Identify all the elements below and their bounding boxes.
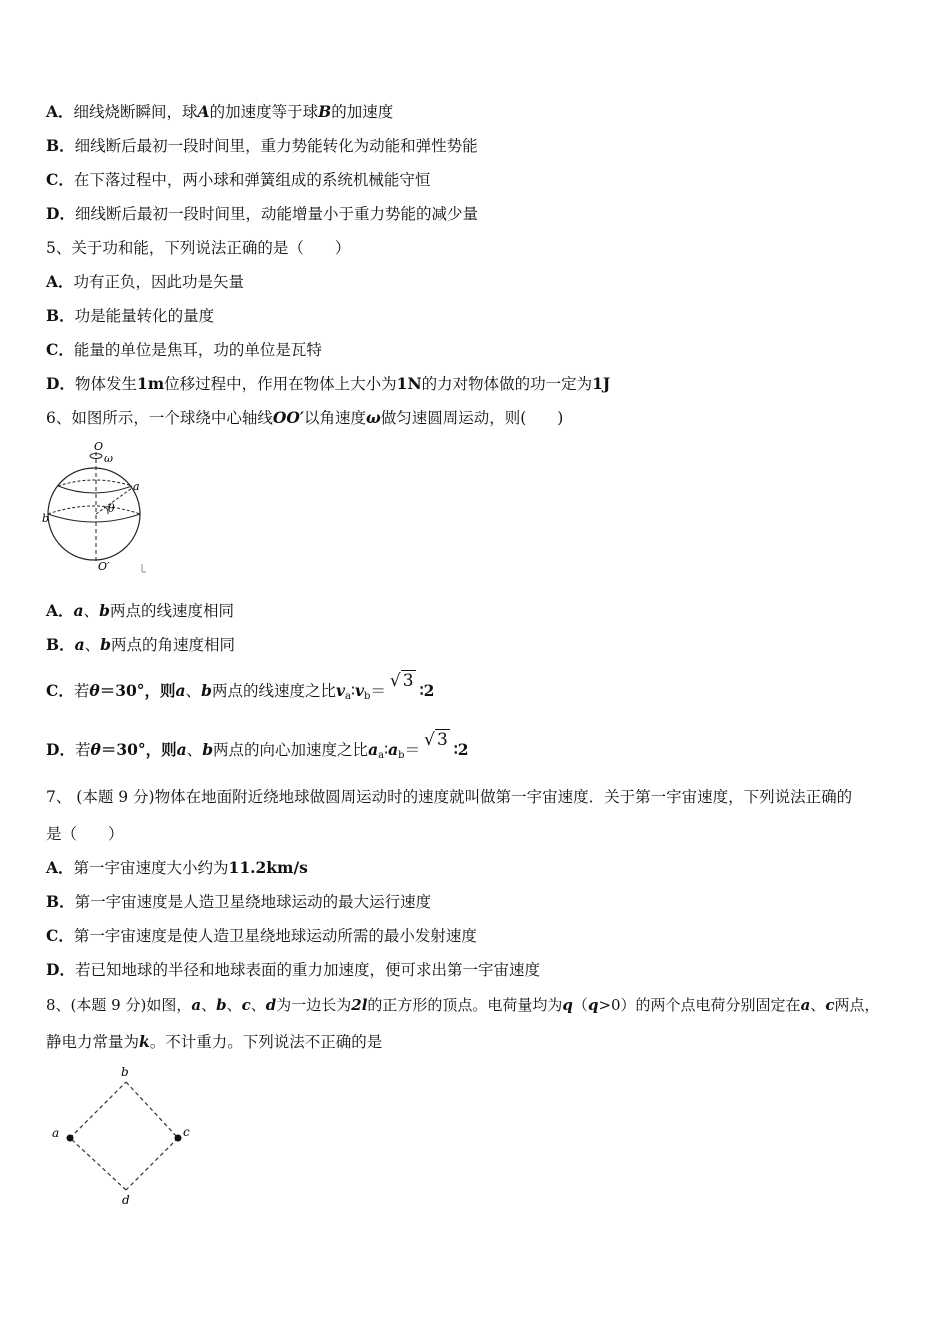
sqrt-symbol: √ 3 bbox=[424, 730, 448, 750]
q6-option-a: A．a、b两点的线速度相同 bbox=[46, 601, 234, 620]
vertex-label-b: b bbox=[121, 1065, 129, 1079]
equator-back bbox=[48, 506, 140, 514]
q5-option-d: D．物体发生1m位移过程中，作用在物体上大小为1N的力对物体做的功一定为1J bbox=[46, 374, 611, 393]
q7-stem-line2: 是（ ） bbox=[46, 825, 124, 843]
square-side-ab bbox=[70, 1082, 126, 1138]
figure-label-theta: θ bbox=[108, 502, 115, 515]
sphere-outline bbox=[48, 468, 140, 560]
sqrt-symbol: √ 3 bbox=[389, 671, 414, 691]
sphere-rotation-figure bbox=[42, 438, 152, 578]
charge-a-dot bbox=[67, 1135, 74, 1142]
q6-stem: 6、如图所示，一个球绕中心轴线OO′以角速度ω做匀速圆周运动，则( ) bbox=[46, 408, 564, 427]
q6-option-d: D．若θ＝30°，则a、b两点的向心加速度之比$a_a∶a_b=$ √ 3 ∶2 bbox=[46, 730, 469, 761]
q5-option-b: B．功是能量转化的量度 bbox=[46, 306, 215, 325]
q5-option-c: C．能量的单位是焦耳，功的单位是瓦特 bbox=[46, 340, 322, 359]
figure-label-o-prime: O′ bbox=[98, 560, 110, 573]
vertex-label-c: c bbox=[183, 1125, 190, 1139]
q4-option-a: A．细线烧断瞬间，球A的加速度等于球B的加速度 bbox=[46, 102, 394, 121]
q6-option-b: B．a、b两点的角速度相同 bbox=[46, 635, 236, 654]
square-side-cd bbox=[126, 1138, 178, 1190]
q6-option-c: C．若θ＝30°，则a、b两点的线速度之比$v_a∶v_b=$ √ 3 ∶2 bbox=[46, 671, 435, 702]
q7-stem-line1: 7、 (本题 9 分)物体在地面附近绕地球做圆周运动时的速度就叫做第一宇宙速度．关于第一宇宙速度，下列说法正确的 bbox=[46, 788, 853, 806]
latitude-back bbox=[58, 480, 132, 486]
figure-label-o: O bbox=[94, 440, 104, 453]
latitude-front bbox=[58, 486, 132, 493]
q5-option-a: A．功有正负，因此功是矢量 bbox=[46, 272, 245, 291]
q8-stem-line2: 静电力常量为k。不计重力。下列说法不正确的是 bbox=[46, 1032, 383, 1051]
figure-label-a: a bbox=[133, 480, 140, 493]
q5-stem: 5、关于功和能，下列说法正确的是（ ） bbox=[46, 239, 351, 257]
q7-option-d: D．若已知地球的半径和地球表面的重力加速度，便可求出第一宇宙速度 bbox=[46, 960, 540, 979]
q4-option-b: B．细线断后最初一段时间里，重力势能转化为动能和弹性势能 bbox=[46, 136, 478, 155]
q4-option-d: D．细线断后最初一段时间里，动能增量小于重力势能的减少量 bbox=[46, 204, 478, 223]
q7-option-a: A．第一宇宙速度大小约为11.2km/s bbox=[46, 858, 308, 877]
equator-front bbox=[48, 514, 140, 522]
figure-label-b: b bbox=[42, 512, 50, 525]
q4-option-c: C．在下落过程中，两小球和弹簧组成的系统机械能守恒 bbox=[46, 170, 431, 189]
square-charges-figure bbox=[48, 1062, 198, 1212]
charge-c-dot bbox=[175, 1135, 182, 1142]
q7-option-b: B．第一宇宙速度是人造卫星绕地球运动的最大运行速度 bbox=[46, 892, 432, 911]
square-side-bc bbox=[126, 1082, 178, 1138]
q8-stem-line1: 8、(本题 9 分)如图，a、b、c、d为一边长为2l的正方形的顶点。电荷量均为q（q>0）的两个点电荷分别固定在a、c两点， bbox=[46, 996, 880, 1014]
square-side-da bbox=[70, 1138, 126, 1190]
figure-label-omega: ω bbox=[104, 452, 113, 465]
vertex-label-a: a bbox=[52, 1126, 60, 1140]
q7-option-c: C．第一宇宙速度是使人造卫星绕地球运动所需的最小发射速度 bbox=[46, 926, 477, 945]
vertex-label-d: d bbox=[122, 1193, 130, 1207]
